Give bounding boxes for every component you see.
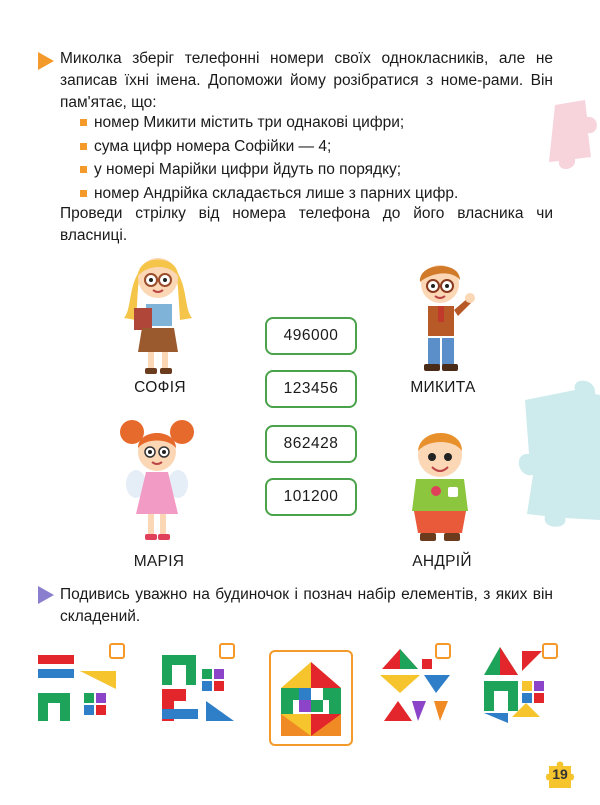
shape-set-option-4 [378, 645, 468, 725]
option-5-checkbox[interactable] [542, 643, 558, 659]
child-name-andrii: АНДРІЙ [412, 553, 472, 570]
list-item: номер Андрійка складається лише з парних цифр. [80, 182, 458, 206]
house-illustration [279, 660, 343, 738]
phone-number-box[interactable]: 862428 [265, 425, 357, 463]
child-name-maria: МАРІЯ [133, 553, 185, 570]
page-number: 19 [552, 766, 568, 782]
bullet-square-icon [80, 143, 87, 150]
clue-list [80, 111, 458, 205]
bullet-square-icon [80, 166, 87, 173]
task1-instruction: Проведи стрілку від номера телефона до його власника чи власниці. [60, 205, 553, 244]
bullet-square-icon [80, 190, 87, 197]
task-marker-orange-icon [38, 52, 54, 70]
maria-illustration [116, 418, 198, 546]
option-1-checkbox[interactable] [109, 643, 125, 659]
task-marker-purple-icon [38, 586, 54, 604]
child-name-sofia: СОФІЯ [134, 379, 186, 396]
mykyta-illustration [402, 258, 482, 378]
page-number-badge [545, 760, 575, 788]
phone-number-box[interactable]: 496000 [265, 317, 357, 355]
bullet-square-icon [80, 119, 87, 126]
list-item: номер Микити містить три однакові цифри; [80, 111, 458, 135]
option-4-checkbox[interactable] [435, 643, 451, 659]
task1-intro: Миколка зберіг телефонні номери своїх однокласників, але не записав їхні імена. Допоможи йому розібратися з номе-рами. Він пам'ятає, що: [60, 50, 553, 111]
option-2-checkbox[interactable] [219, 643, 235, 659]
list-item: сума цифр номера Софійки — 4; [80, 135, 458, 159]
sofia-illustration [118, 248, 198, 376]
shape-set-option-5 [482, 645, 572, 725]
list-item: у номері Марійки цифри йдуть по порядку; [80, 158, 458, 182]
puzzle-piece-teal-icon [505, 380, 600, 530]
phone-number-box[interactable]: 123456 [265, 370, 357, 408]
task2-instruction: Подивись уважно на будиночок і познач набір елементів, з яких він складений. [60, 586, 553, 625]
shape-set-option-2 [160, 645, 250, 725]
child-name-mykyta: МИКИТА [410, 379, 476, 396]
puzzle-piece-pink-icon [545, 95, 600, 175]
phone-number-box[interactable]: 101200 [265, 478, 357, 516]
andrii-illustration [398, 425, 484, 547]
